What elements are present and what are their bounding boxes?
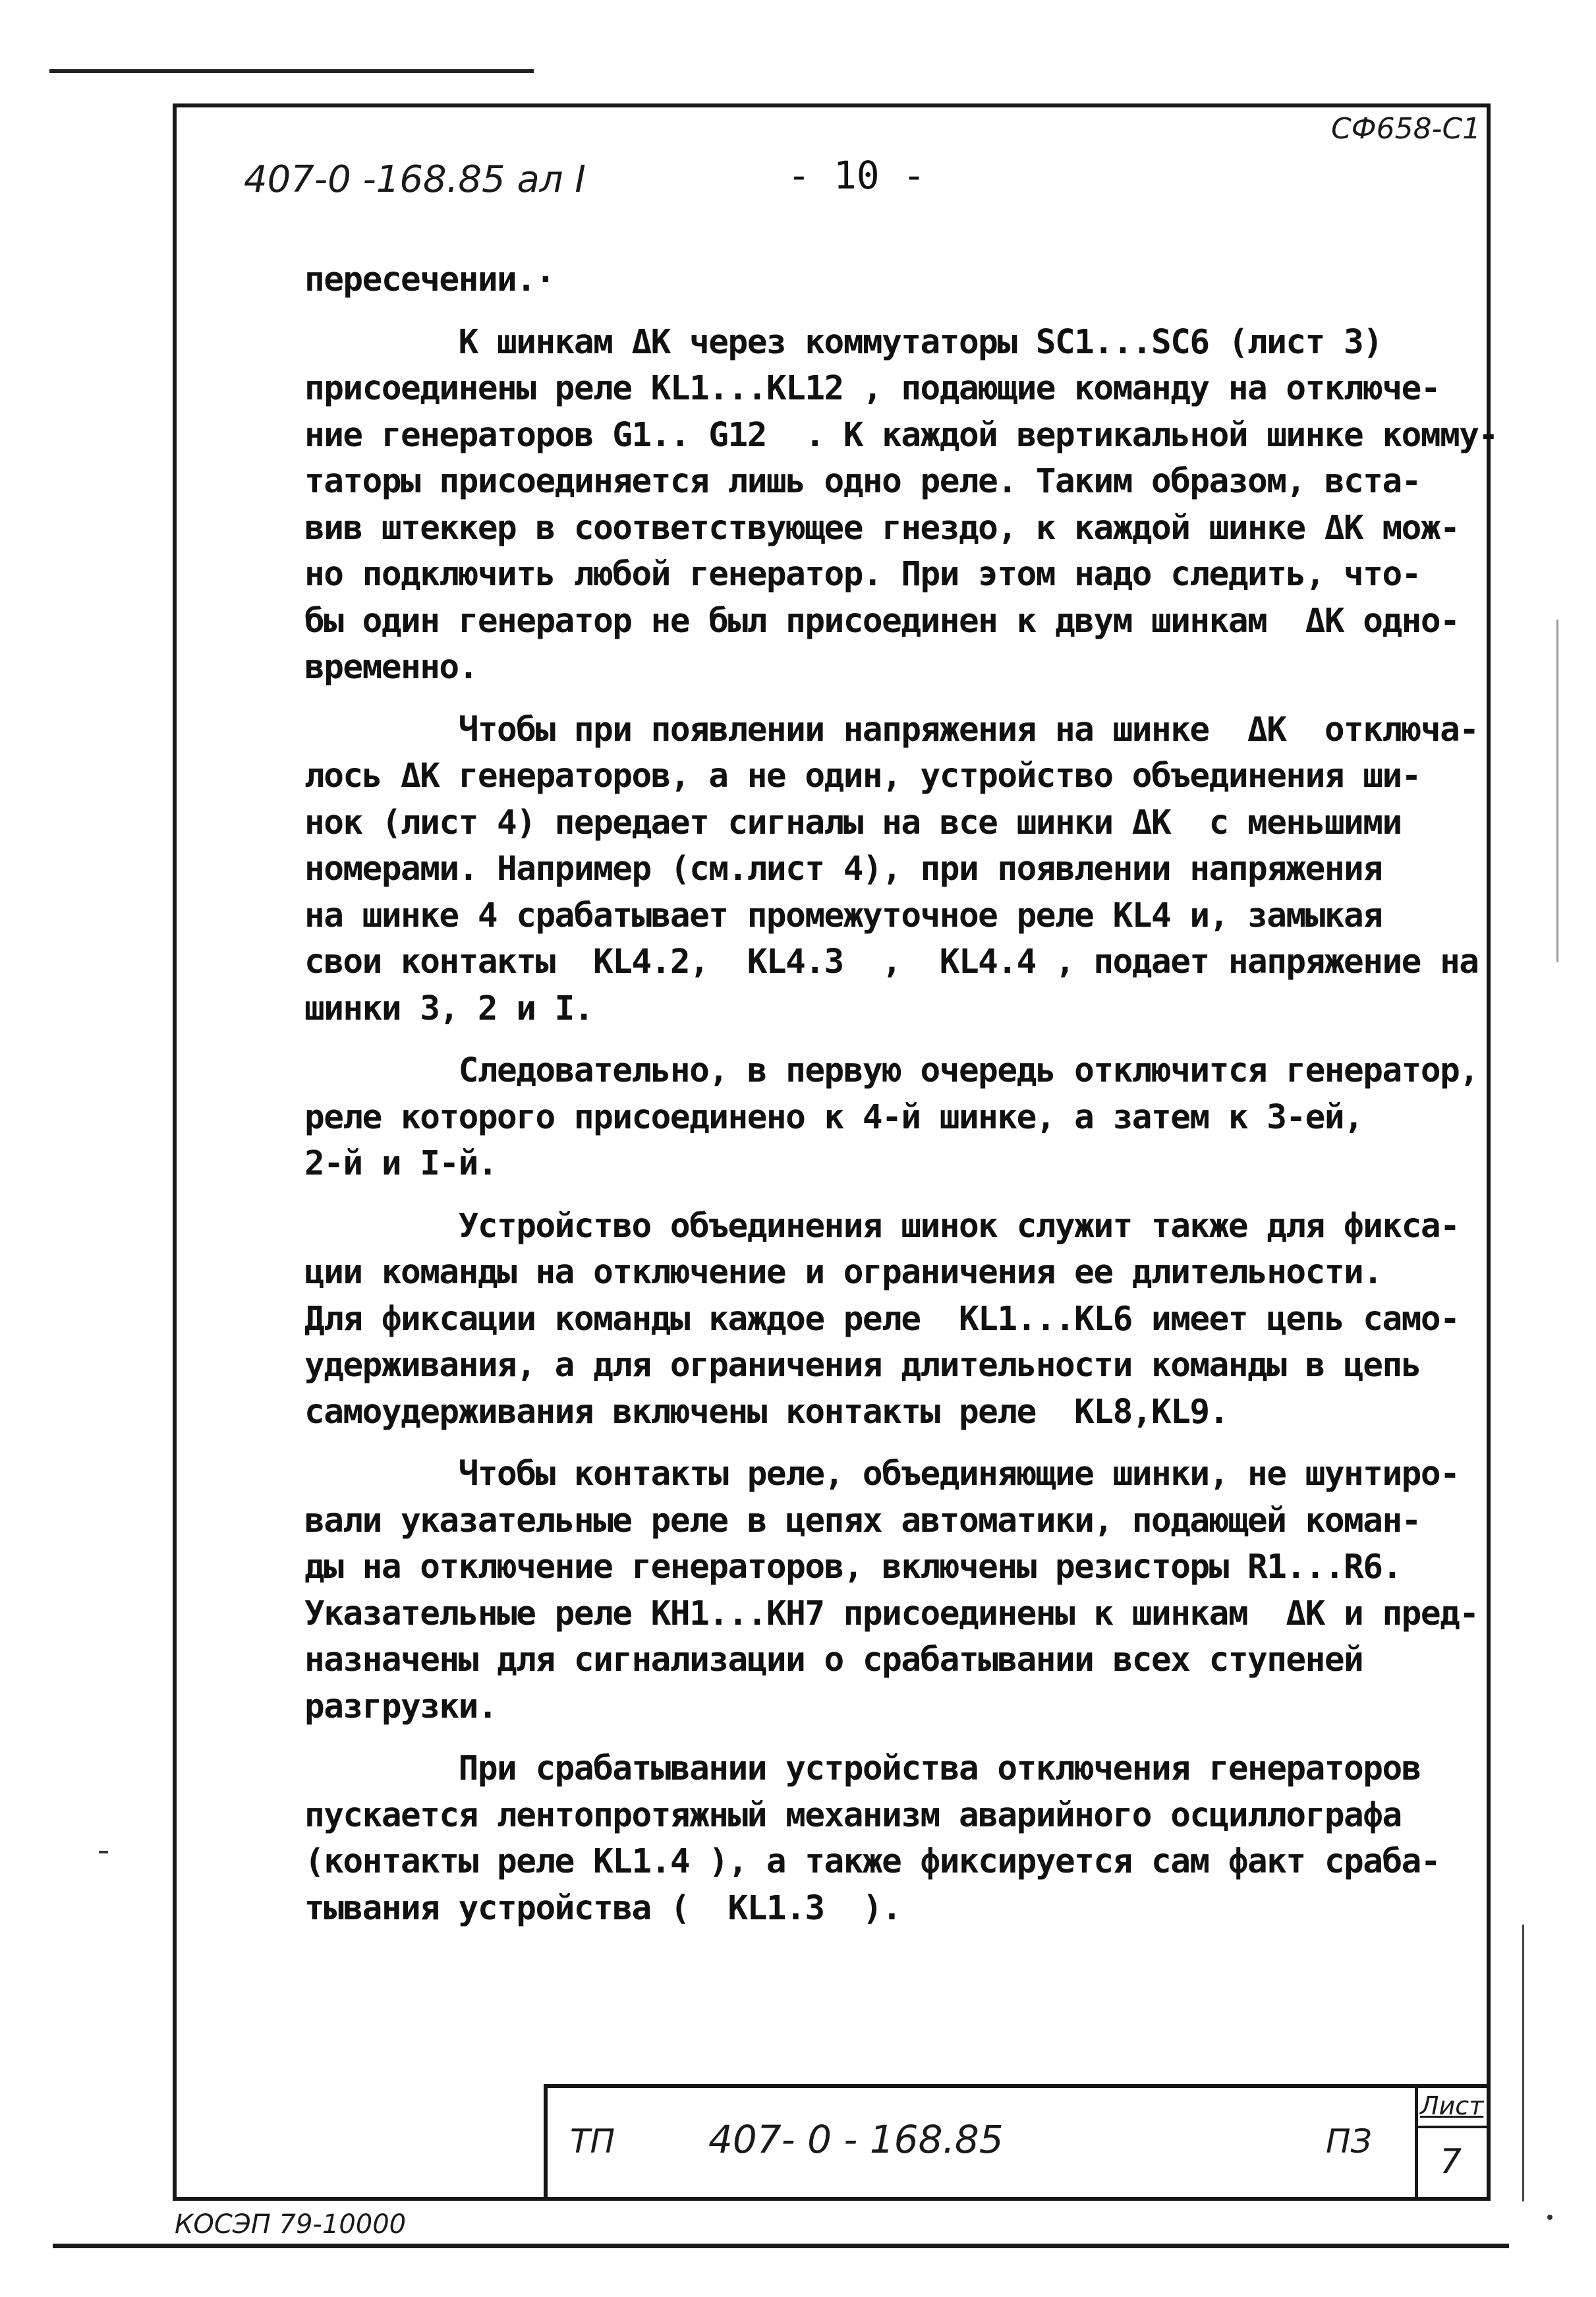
body-line: ние генераторов G1.. G12 . К каждой вертикальной шинке комму- xyxy=(304,415,1498,455)
stamp-sheet-divider xyxy=(1415,2126,1491,2128)
body-line: пересечении.· xyxy=(304,260,555,299)
body-line: Для фиксации команды каждое реле KL1...KL6 имеет цепь само- xyxy=(304,1299,1460,1339)
body-line: Устройство объединения шинок служит также для фикса- xyxy=(304,1206,1460,1246)
stamp-tp-label: ТП xyxy=(570,2122,615,2161)
body-line: разгрузки. xyxy=(304,1687,498,1726)
body-line: К шинкам ΔK через коммутаторы SC1...SC6 (лист 3) xyxy=(304,322,1382,362)
body-line: Чтобы контакты реле, объединяющие шинки, не шунтиро- xyxy=(304,1455,1460,1494)
body-line: таторы присоединяется лишь одно реле. Таким образом, вста- xyxy=(304,462,1421,501)
body-line: Указательные реле KH1...KH7 присоединены к шинкам ΔK и пред- xyxy=(304,1594,1479,1633)
body-line: лось ΔK генераторов, а не один, устройство объединения ши- xyxy=(304,757,1421,796)
header-doc-code: 407-0 -168.85 ал I xyxy=(244,158,586,201)
paragraph-gap xyxy=(304,1188,1491,1204)
paragraph-gap xyxy=(304,1730,1491,1746)
body-line: При срабатывании устройства отключения генераторов xyxy=(304,1749,1421,1788)
paragraph-gap xyxy=(304,304,1491,320)
stamp-section: ПЗ xyxy=(1326,2122,1372,2161)
body-line: тывания устройства ( KL1.3 ). xyxy=(304,1888,901,1928)
body-line: Следовательно, в первую очередь отключится генератор, xyxy=(304,1051,1479,1090)
paragraph-gap xyxy=(304,1032,1491,1048)
body-line: вали указательные реле в цепях автоматики, подающей коман- xyxy=(304,1501,1421,1540)
body-line: назначены для сигнализации о срабатывании всех ступеней xyxy=(304,1641,1363,1679)
page-number: - 10 - xyxy=(787,153,926,198)
body-line: ции команды на отключение и ограничения ее длительности. xyxy=(304,1253,1382,1292)
body-line: ды на отключение генераторов, включены резисторы R1...R6. xyxy=(304,1548,1402,1586)
body-line: бы один генератор не был присоединен к двум шинкам ΔK одно- xyxy=(304,601,1460,641)
body-line: шинки 3, 2 и I. xyxy=(304,989,594,1028)
body-line: Чтобы при появлении напряжения на шинке ΔK отключа- xyxy=(304,710,1479,749)
body-line: пускается лентопротяжный механизм аварийного осциллографа xyxy=(304,1795,1402,1835)
body-line: временно. xyxy=(304,648,478,687)
margin-mark xyxy=(1556,620,1558,962)
body-text xyxy=(304,257,1498,1932)
corner-code: СФ658-С1 xyxy=(1331,112,1481,146)
body-line: 2-й и I-й. xyxy=(304,1144,498,1183)
body-line: самоудерживания включены контакты реле KL8,KL9. xyxy=(304,1392,1228,1432)
form-code: КОСЭП 79-10000 xyxy=(175,2209,407,2240)
body-line: но подключить любой генератор. При этом надо следить, что- xyxy=(304,555,1421,594)
body-line: на шинке 4 срабатывает промежуточное реле KL4 и, замыкая xyxy=(304,896,1382,935)
stamp-doc-code: 407- 0 - 168.85 xyxy=(708,2117,1004,2162)
body-line: вив штеккер в соответствующее гнездо, к каждой шинке ΔK мож- xyxy=(304,508,1460,548)
body-line: присоединены реле KL1...KL12 , подающие команду на отключе- xyxy=(304,369,1440,408)
stamp-sheet-label: Лист xyxy=(1420,2091,1484,2120)
body-line: (контакты реле KL1.4 ), а также фиксируется сам факт сраба- xyxy=(304,1842,1440,1881)
paragraph-gap xyxy=(304,691,1491,707)
body-line: номерами. Например (см.лист 4), при появлении напряжения xyxy=(304,850,1382,888)
body-line: удерживания, а для ограничения длительности команды в цепь xyxy=(304,1346,1421,1385)
bottom-rule xyxy=(53,2244,1509,2248)
margin-dash xyxy=(99,1851,108,1853)
margin-mark-lower xyxy=(1522,1925,1524,2201)
margin-dot xyxy=(1547,2215,1553,2220)
body-line: реле которого присоединено к 4-й шинке, а затем к 3-ей, xyxy=(304,1097,1363,1137)
body-line: нок (лист 4) передает сигналы на все шинки ΔK с меньшими xyxy=(304,803,1402,842)
stamp-sheet-number: 7 xyxy=(1440,2142,1462,2182)
body-line: свои контакты KL4.2, KL4.3 , KL4.4 , подает напряжение на xyxy=(304,943,1479,981)
top-rule xyxy=(49,69,534,73)
paragraph-gap xyxy=(304,1436,1491,1451)
